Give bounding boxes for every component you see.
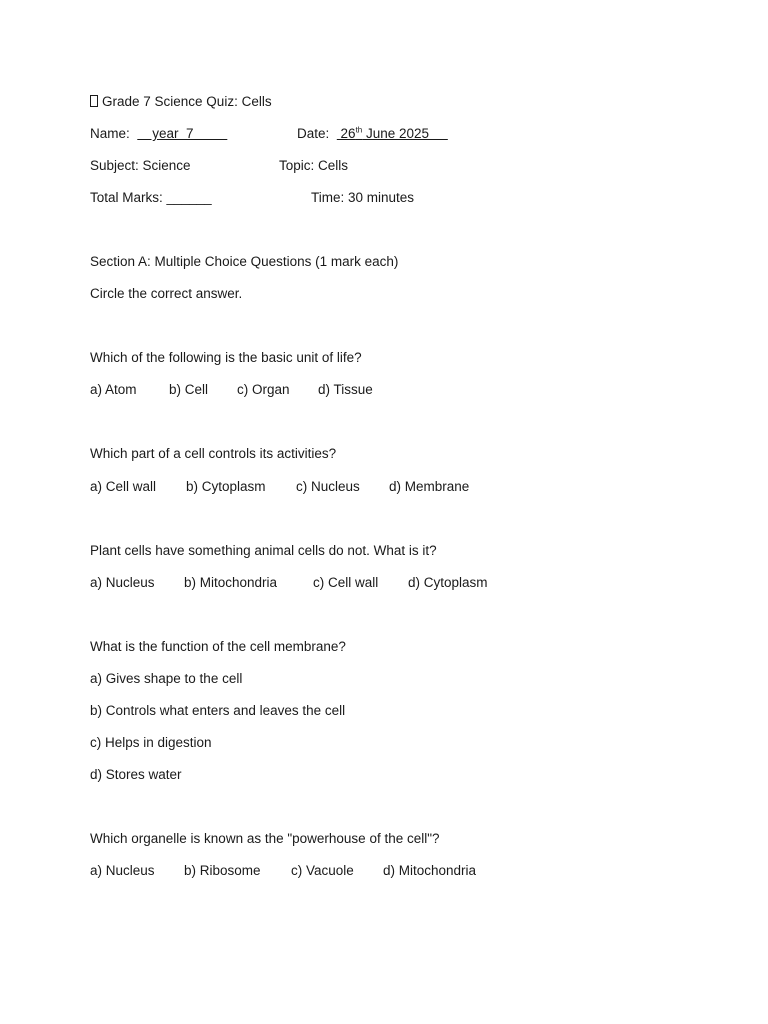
subject-field: Subject: Science [90, 158, 191, 173]
q3-option-a: a) Nucleus [90, 575, 155, 590]
q2-option-d: d) Membrane [389, 479, 470, 494]
quiz-title-text: Grade 7 Science Quiz: Cells [102, 94, 272, 109]
total-marks-label: Total Marks: [90, 190, 163, 205]
q2-option-c: c) Nucleus [296, 479, 360, 494]
date-field [297, 125, 448, 143]
question-5: Which organelle is known as the "powerhouse of the cell"? [90, 831, 440, 846]
q3-option-c: c) Cell wall [313, 575, 379, 590]
q2-option-a: a) Cell wall [90, 479, 157, 494]
quiz-title [90, 93, 272, 111]
time-field: Time: 30 minutes [311, 190, 415, 205]
q1-option-d: d) Tissue [318, 382, 373, 397]
q2-option-b: b) Cytoplasm [186, 479, 266, 494]
question-2: Which part of a cell controls its activities? [90, 446, 337, 461]
q1-option-b: b) Cell [169, 382, 209, 397]
total-marks-blank: ______ [166, 190, 212, 205]
q1-option-c: c) Organ [237, 382, 290, 397]
question-1: Which of the following is the basic unit of life? [90, 350, 362, 365]
q1-option-a: a) Atom [90, 382, 137, 397]
q3-option-b: b) Mitochondria [184, 575, 278, 590]
topic-field: Topic: Cells [279, 158, 349, 173]
section-a-instruction: Circle the correct answer. [90, 286, 243, 301]
q4-option-c: c) Helps in digestion [90, 735, 212, 750]
question-4: What is the function of the cell membrane? [90, 639, 346, 654]
q4-option-d: d) Stores water [90, 767, 182, 782]
date-value: 26th June 2025 [336, 125, 448, 141]
q5-option-d: d) Mitochondria [383, 863, 477, 878]
question-3: Plant cells have something animal cells do not. What is it? [90, 543, 437, 558]
q5-option-c: c) Vacuole [291, 863, 354, 878]
name-label: Name: [90, 126, 130, 141]
total-marks-field [90, 189, 212, 207]
name-value: year 7 [137, 126, 228, 141]
q4-option-a: a) Gives shape to the cell [90, 671, 243, 686]
name-field [90, 125, 227, 143]
q5-option-b: b) Ribosome [184, 863, 261, 878]
section-a-heading: Section A: Multiple Choice Questions (1 mark each) [90, 254, 399, 269]
missing-glyph-icon [90, 95, 98, 107]
date-label: Date: [297, 126, 330, 141]
q3-option-d: d) Cytoplasm [408, 575, 488, 590]
q4-option-b: b) Controls what enters and leaves the cell [90, 703, 346, 718]
q5-option-a: a) Nucleus [90, 863, 155, 878]
